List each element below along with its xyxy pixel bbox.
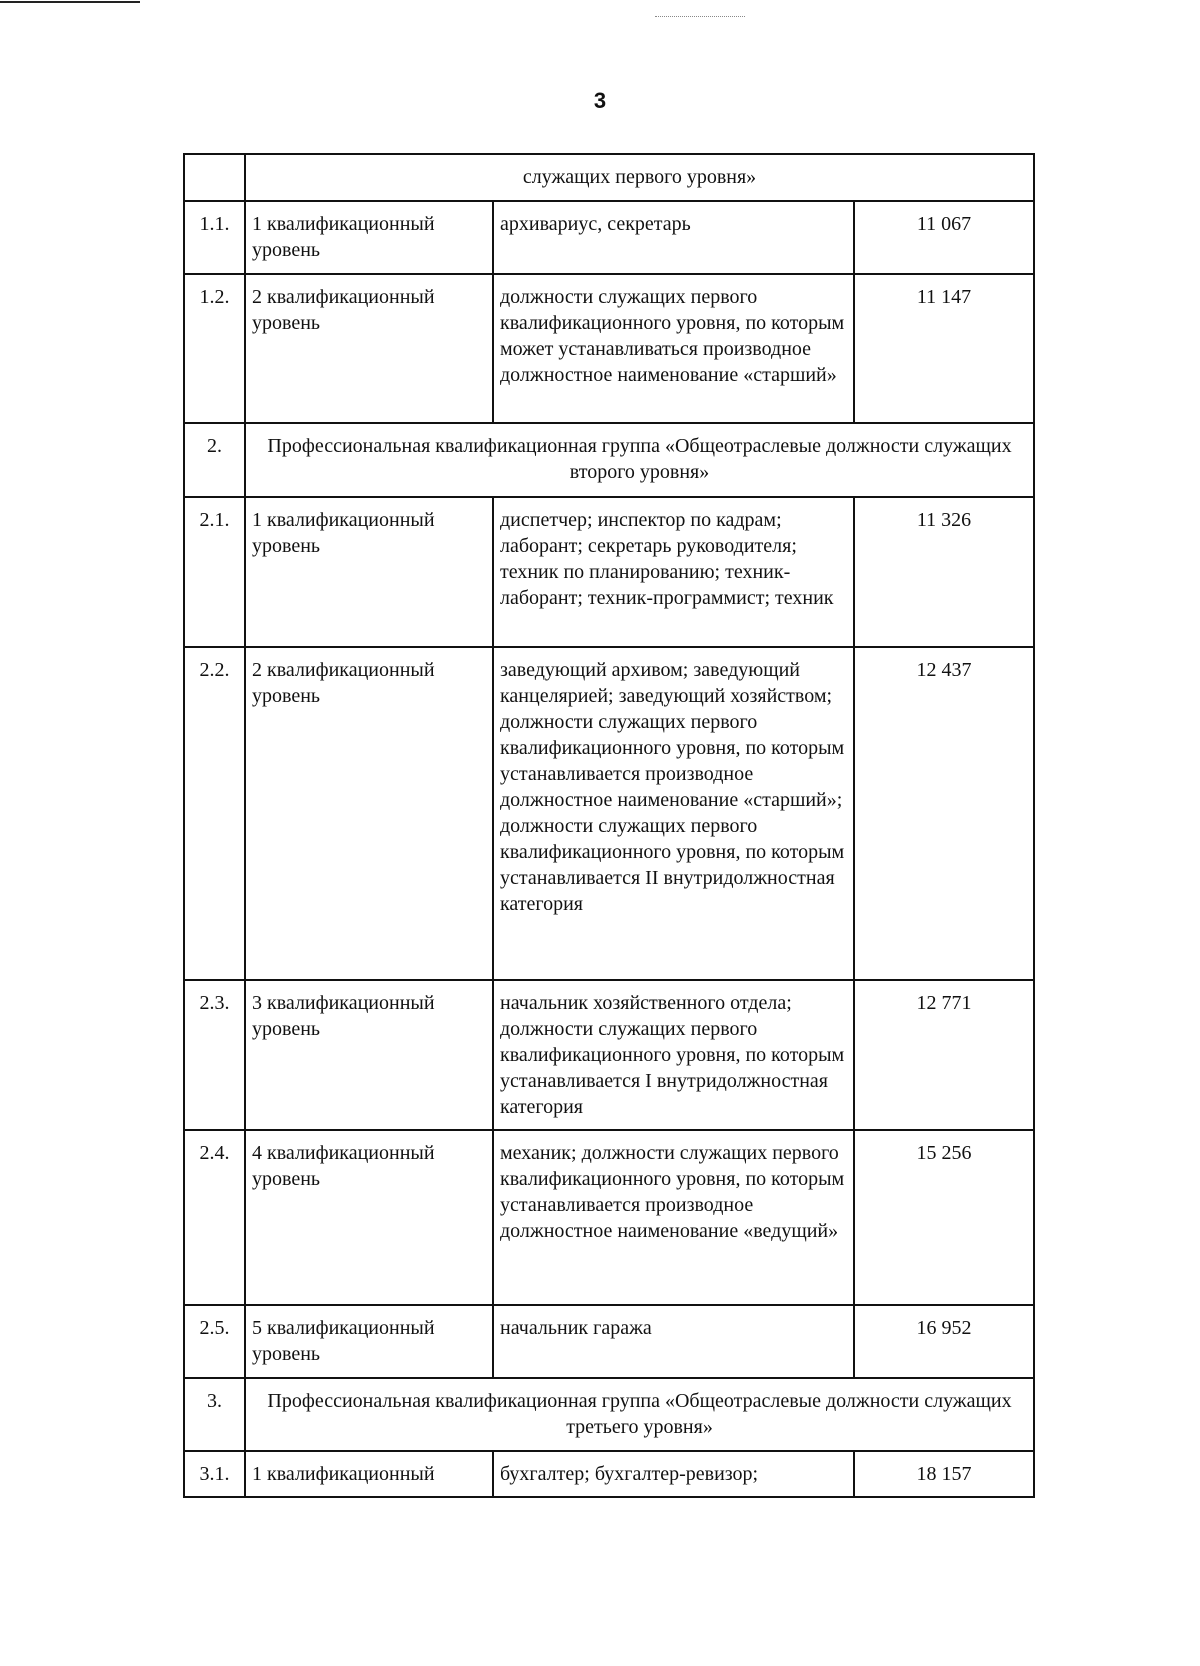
positions-list: начальник хозяйственного отдела; должности служащих первого квалификационного уровня, по которым устанавливается I внутридолжностная категория — [493, 980, 854, 1130]
table-row — [184, 497, 1034, 647]
row-number: 2. — [184, 423, 245, 497]
page-number: 3 — [593, 88, 607, 113]
salary-value: 12 771 — [854, 980, 1034, 1130]
positions-list: заведующий архивом; заведующий канцелярией; заведующий хозяйством; должности служащих первого квалификационного уровня, по которым устанавливается производное должностное наименование «старший»; должности служащих первого квалификационного уровня, по которым устанавливается II внутридолжностная категория — [493, 647, 854, 980]
scan-artifact-line — [0, 1, 140, 3]
row-number: 1.1. — [184, 201, 245, 274]
table-row — [184, 1305, 1034, 1378]
row-number: 3.1. — [184, 1451, 245, 1497]
qualification-level: 1 квалификационный уровень — [245, 497, 493, 647]
qualification-level: 2 квалификационный уровень — [245, 647, 493, 980]
qualification-level: 3 квалификационный уровень — [245, 980, 493, 1130]
positions-list: архивариус, секретарь — [493, 201, 854, 274]
table-row — [184, 201, 1034, 274]
salary-value: 16 952 — [854, 1305, 1034, 1378]
row-number — [184, 154, 245, 201]
qualification-level: 2 квалификационный уровень — [245, 274, 493, 423]
row-number: 3. — [184, 1378, 245, 1451]
qualification-level: 4 квалификационный уровень — [245, 1130, 493, 1305]
row-number: 2.5. — [184, 1305, 245, 1378]
positions-list: начальник гаража — [493, 1305, 854, 1378]
scan-artifact-dots — [655, 16, 745, 19]
positions-list: бухгалтер; бухгалтер-ревизор; — [493, 1451, 854, 1497]
qualification-level: 1 квалификационный — [245, 1451, 493, 1497]
table-row — [184, 154, 1034, 201]
table-row — [184, 1378, 1034, 1451]
salary-value: 11 067 — [854, 201, 1034, 274]
salary-value: 11 147 — [854, 274, 1034, 423]
salary-value: 11 326 — [854, 497, 1034, 647]
row-number: 1.2. — [184, 274, 245, 423]
group-title: Профессиональная квалификационная группа «Общеотраслевые должности служащих второго уровня» — [245, 423, 1034, 497]
table-row — [184, 1130, 1034, 1305]
table-row — [184, 647, 1034, 980]
positions-list: диспетчер; инспектор по кадрам; лаборант; секретарь руководителя; техник по планированию; техник-лаборант; техник-программист; техник — [493, 497, 854, 647]
qualification-level: 1 квалификационный уровень — [245, 201, 493, 274]
group-title: Профессиональная квалификационная группа «Общеотраслевые должности служащих третьего уровня» — [245, 1378, 1034, 1451]
table-row — [184, 274, 1034, 423]
table-row — [184, 1451, 1034, 1497]
positions-list: механик; должности служащих первого квалификационного уровня, по которым устанавливается производное должностное наименование «ведущий» — [493, 1130, 854, 1305]
group-title: служащих первого уровня» — [245, 154, 1034, 201]
row-number: 2.4. — [184, 1130, 245, 1305]
table-row — [184, 423, 1034, 497]
salary-value: 12 437 — [854, 647, 1034, 980]
row-number: 2.3. — [184, 980, 245, 1130]
salary-value: 18 157 — [854, 1451, 1034, 1497]
salary-table — [183, 153, 1035, 1498]
qualification-level: 5 квалификационный уровень — [245, 1305, 493, 1378]
salary-value: 15 256 — [854, 1130, 1034, 1305]
table-row — [184, 980, 1034, 1130]
row-number: 2.2. — [184, 647, 245, 980]
positions-list: должности служащих первого квалификационного уровня, по которым может устанавливаться производное должностное наименование «старший» — [493, 274, 854, 423]
row-number: 2.1. — [184, 497, 245, 647]
